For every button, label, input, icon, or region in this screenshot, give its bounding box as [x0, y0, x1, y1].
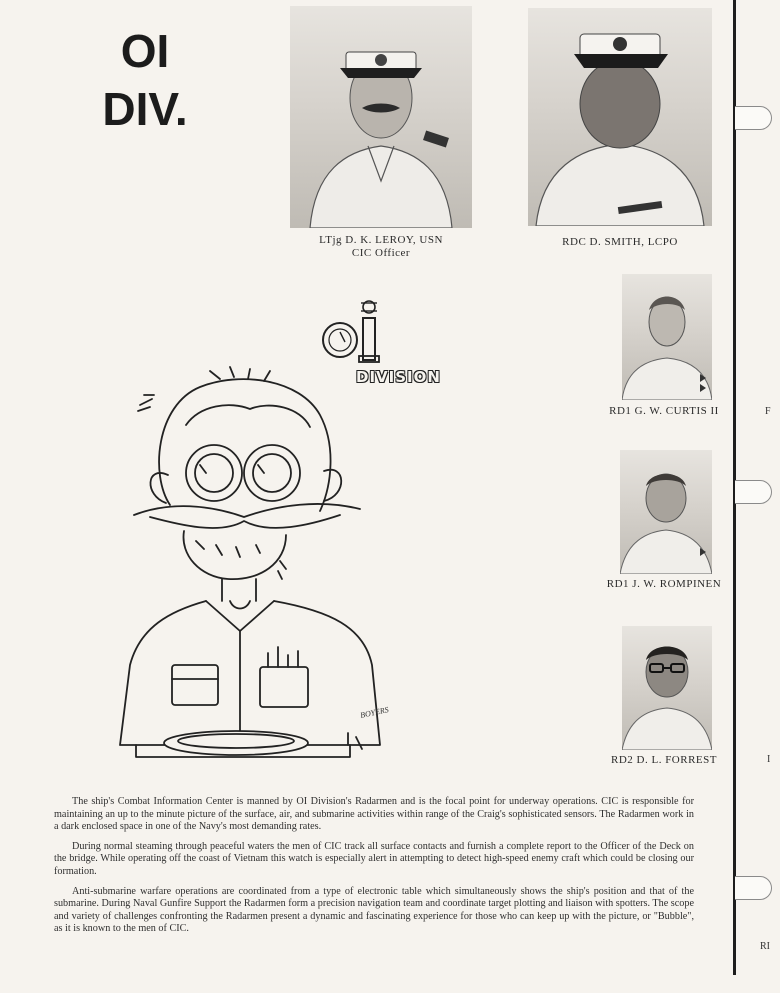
portrait-icon: [528, 8, 712, 226]
title-line-1: OI: [120, 25, 170, 77]
officer-photo-leroy: [290, 6, 472, 228]
crew-caption-rompinen: RD1 J. W. ROMPINEN: [606, 578, 722, 590]
radarman-cartoon-icon: [110, 365, 400, 765]
portrait-icon: [622, 626, 712, 750]
logo-text: DIVISION: [356, 368, 441, 386]
binder-hole: [735, 480, 772, 504]
article-body: [54, 796, 694, 943]
crew-photo-rompinen: [620, 450, 712, 574]
caption-title: CIC Officer: [351, 247, 411, 259]
facing-page-fragment: I: [767, 754, 771, 765]
caption-name: RDC D. SMITH, LCPO: [562, 236, 678, 248]
crew-caption-curtis: RD1 G. W. CURTIS II: [609, 405, 719, 417]
title-line-2: DIV.: [102, 83, 188, 135]
crew-photo-forrest: [622, 626, 712, 750]
page-title: [70, 22, 220, 138]
facing-page-fragment: RI: [760, 941, 770, 952]
artist-signature: BOYERS: [359, 705, 390, 720]
binder-hole: [735, 876, 772, 900]
officer-caption-smith: [528, 236, 712, 249]
paragraph: The ship's Combat Information Center is manned by OI Division's Radarmen and is the focal point for underway operations. CIC is responsible for maintaining an up to the minute picture of the surface, air, and submarine activities within range of the Craig's sophisticated sensors. The Radarmen work in a dark enclosed space in one of the Navy's most demanding rates.: [54, 796, 694, 833]
officer-photo-smith: [528, 8, 712, 226]
portrait-icon: [620, 450, 712, 574]
officer-caption-leroy: [285, 234, 477, 260]
portrait-icon: [622, 274, 712, 400]
facing-page-fragment: F: [765, 406, 771, 417]
crew-photo-curtis: [622, 274, 712, 400]
paragraph: During normal steaming through peaceful waters the men of CIC track all surface contacts and furnish a complete report to the Officer of the Deck on the bridge. While operating off the coast of Vietnam this watch is especially alert in attempting to detect high-speed enemy craft which could be closing our formation.: [54, 840, 694, 877]
binder-hole: [735, 106, 772, 130]
crew-caption-forrest: RD2 D. L. FORREST: [611, 754, 717, 766]
radarman-cartoon: [110, 365, 400, 765]
caption-name: LTjg D. K. LEROY, USN: [319, 234, 443, 246]
paragraph: Anti-submarine warfare operations are coordinated from a type of electronic table which simultaneously shows the ship's position and that of the submarine. During Naval Gunfire Support the Radarmen form a precision navigation team and coordinate target plotting and liaison with spotters. The scope and variety of challenges confronting the Radarmen present a dynamic and fascinating experience for those who can keep up with the picture, or "Bubble", as it is known to the men of CIC.: [54, 885, 694, 935]
portrait-icon: [290, 6, 472, 228]
